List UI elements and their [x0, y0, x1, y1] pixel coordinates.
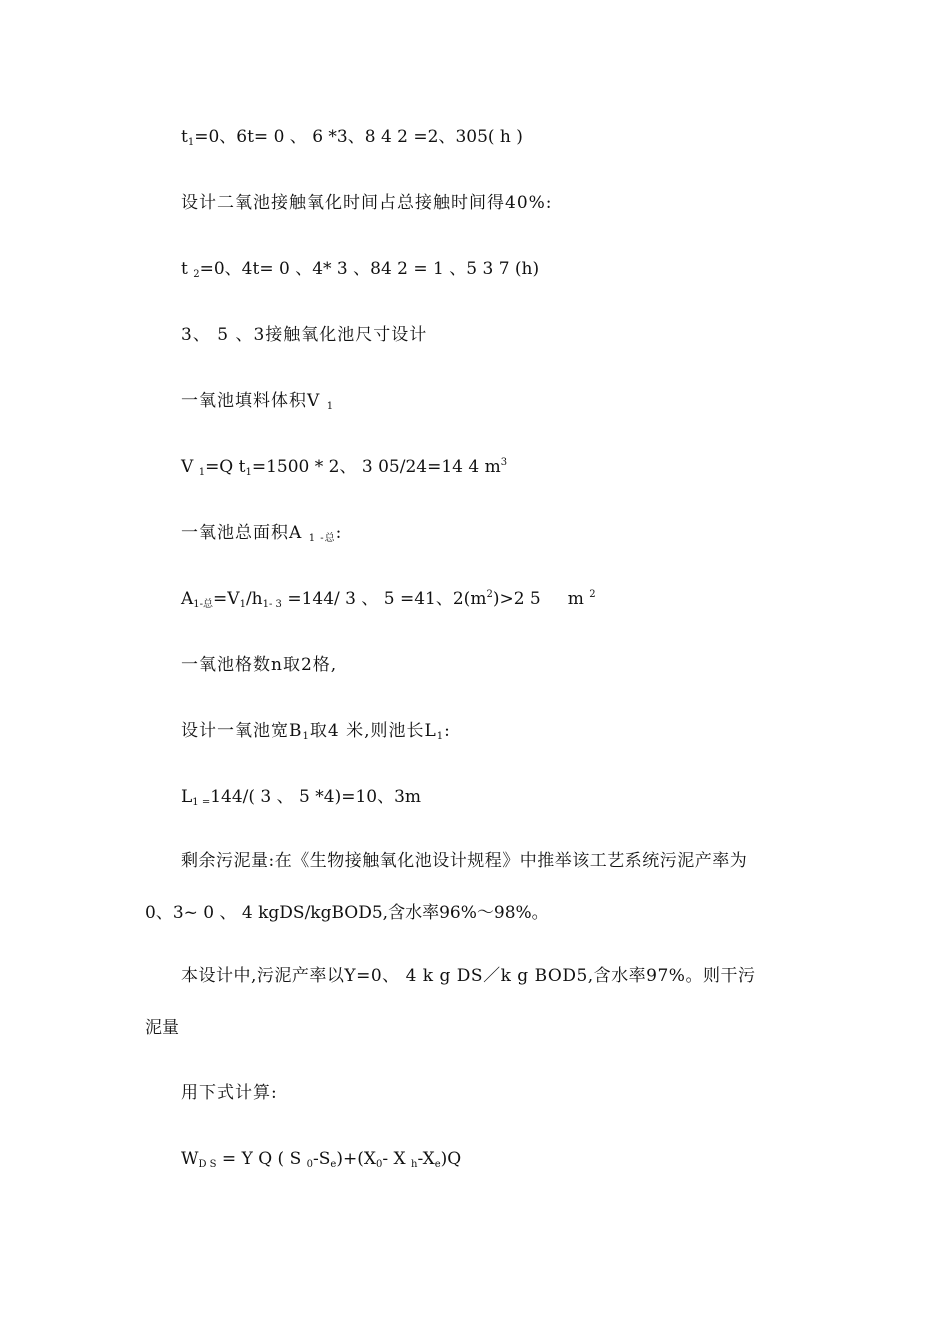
subscript: 1-总 — [193, 599, 214, 610]
formula-a1 — [181, 587, 596, 611]
subscript: 0 — [306, 1159, 314, 1170]
paragraph-line: 泥量 — [145, 1018, 179, 1038]
text: - X — [382, 1149, 411, 1169]
text: )+(X — [336, 1149, 376, 1169]
text: )Q — [440, 1149, 462, 1169]
text: t — [181, 127, 188, 147]
text-line — [181, 719, 451, 743]
text: V — [181, 457, 199, 477]
superscript: 2 — [589, 589, 596, 600]
text: /h — [245, 589, 263, 609]
subscript: 1 = — [192, 797, 211, 808]
text: )>2 5 m — [492, 589, 590, 609]
text: -X — [417, 1149, 435, 1169]
text: 设计一氧池宽B — [181, 721, 303, 741]
paragraph-line: 0、3~ 0 、 4 kgDS/kgBOD5,含水率96%～98%。 — [145, 903, 549, 923]
text: A — [181, 589, 194, 609]
text: = Y Q ( S — [216, 1149, 307, 1169]
formula-l1 — [181, 785, 421, 809]
text: 一氧池总面积A — [181, 523, 309, 543]
formula-v1 — [181, 455, 507, 479]
text: =V — [213, 589, 240, 609]
subscript: h — [410, 1159, 418, 1170]
text: 一氧池填料体积V — [181, 391, 327, 411]
text: =0、6t= 0 、 6 *3、8 4 2 =2、305( h ) — [194, 127, 523, 147]
text: : — [444, 721, 451, 741]
text-line — [181, 389, 334, 413]
subscript: 1 — [198, 467, 206, 478]
text: =0、4t= 0 、4* 3 、84 2 = 1 、5 3 7 (h) — [199, 259, 540, 279]
subscript: D S — [198, 1159, 217, 1170]
text-line: 用下式计算: — [181, 1083, 278, 1103]
text-line: 设计二氧池接触氧化时间占总接触时间得40%: — [181, 193, 553, 213]
subscript: 1- 3 — [262, 599, 282, 610]
text: =Q t — [205, 457, 246, 477]
subscript: 1 — [436, 731, 445, 742]
subscript: 1 -总 — [308, 533, 336, 544]
superscript: 2 — [486, 589, 493, 600]
subscript: e — [330, 1159, 337, 1170]
subscript: 1 — [326, 401, 335, 412]
text: t — [181, 259, 194, 279]
subscript: 1 — [187, 137, 195, 148]
formula-t1 — [181, 125, 523, 149]
text: : — [335, 523, 343, 543]
text: 144/( 3 、 5 *4)=10、3m — [210, 787, 422, 807]
text: L — [181, 787, 193, 807]
subscript: 2 — [193, 269, 200, 280]
section-heading: 3、 5 、3接触氧化池尺寸设计 — [181, 325, 428, 345]
text-line: 一氧池格数n取2格, — [181, 655, 338, 675]
paragraph-design — [145, 964, 805, 1040]
subscript: 1 — [245, 467, 252, 478]
paragraph-sludge — [145, 849, 805, 925]
text: W — [181, 1149, 199, 1169]
formula-t2 — [181, 257, 539, 281]
text: =144/ 3 、 5 =41、2(m — [281, 589, 487, 609]
subscript: 1 — [302, 731, 310, 742]
text: =1500 * 2、 3 05/24=14 4 m — [251, 457, 501, 477]
paragraph-line: 剩余污泥量:在《生物接触氧化池设计规程》中推举该工艺系统污泥产率为 — [181, 851, 748, 871]
paragraph-line: 本设计中,污泥产率以Y=0、 4 k g DS／k g BOD5,含水率97%。则干污 — [181, 966, 756, 986]
text-line — [181, 521, 342, 545]
superscript: 3 — [500, 457, 508, 468]
subscript: 1 — [239, 599, 246, 610]
text: 取4 米,则池长L — [309, 721, 437, 741]
formula-wds — [181, 1147, 461, 1171]
subscript: 0 — [375, 1159, 383, 1170]
text: -S — [313, 1149, 331, 1169]
subscript: e — [434, 1159, 441, 1170]
